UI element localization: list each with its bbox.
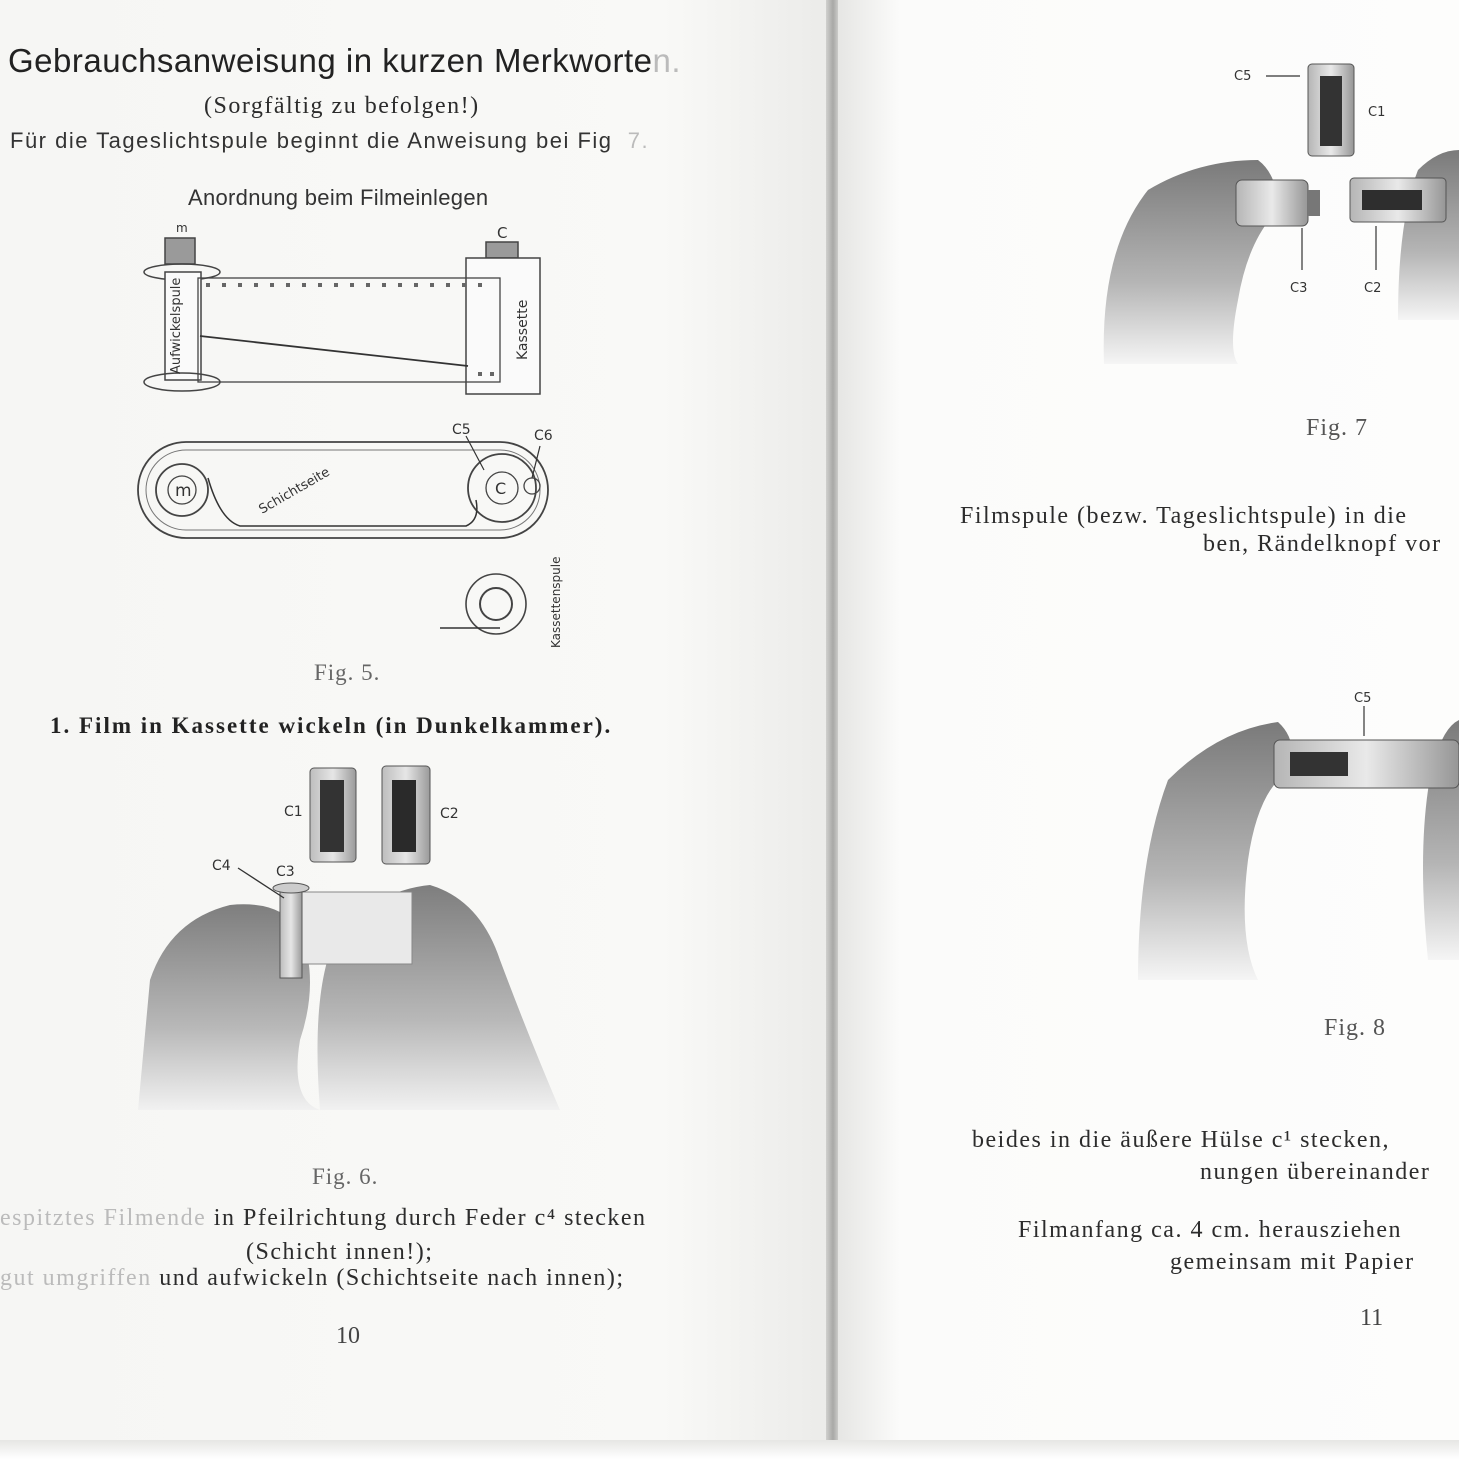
label-m-top: m <box>176 221 188 235</box>
instruction-line3-text: und aufwickeln (Schichtseite nach innen); <box>159 1265 625 1291</box>
page-title-main: Gebrauchsanweisung in kurzen Merkworte <box>8 42 653 79</box>
label-c-top: C <box>497 224 508 242</box>
fig6-caption: Fig. 6. <box>312 1164 379 1189</box>
cassette-window <box>1290 752 1348 776</box>
label-c2: C2 <box>440 806 459 822</box>
diagram-title: Anordnung beim Filmeinlegen <box>188 185 489 210</box>
film-start-line1: Filmanfang ca. 4 cm. herausziehen <box>1018 1217 1403 1243</box>
fig7-caption: Fig. 7 <box>1306 415 1369 441</box>
instruction-line3-faded: gut umgriffen <box>0 1265 152 1291</box>
label-c2: C2 <box>1364 281 1382 296</box>
page-number-left: 10 <box>336 1323 360 1349</box>
right-page <box>838 0 1459 1459</box>
shell-c2-slot <box>392 780 416 852</box>
fig5-caption: Fig. 5. <box>314 660 381 685</box>
spool-c3 <box>280 888 302 978</box>
daylight-note-ref: 7. <box>627 128 650 153</box>
step1-heading: 1. Film in Kassette wickeln (in Dunkelkammer). <box>50 713 613 738</box>
instruction-line1-faded: espitztes Filmende <box>0 1205 207 1231</box>
label-c3: C3 <box>1290 281 1308 296</box>
label-schichtseite: Schichtseite <box>256 464 333 518</box>
label-m-circle: m <box>175 481 192 501</box>
label-c3: C3 <box>276 864 295 880</box>
label-c1: C1 <box>1368 105 1386 120</box>
label-c5: C5 <box>1354 691 1372 706</box>
instruction-line1 <box>0 1206 647 1230</box>
instruction-line3 <box>0 1266 625 1290</box>
shell-c1-slot <box>320 780 344 852</box>
left-hand <box>1138 722 1292 980</box>
label-c5: C5 <box>1234 69 1252 84</box>
fig7-text-line1: Filmspule (bezw. Tageslichtspule) in die <box>960 503 1408 529</box>
daylight-note-text: Für die Tageslichtspule beginnt die Anweisung bei Fig <box>10 128 613 153</box>
film-start-line2: gemeinsam mit Papier <box>1170 1249 1415 1275</box>
label-c4: C4 <box>212 858 231 874</box>
fig8-text-line2: nungen übereinander <box>1200 1159 1431 1185</box>
subtitle: (Sorgfältig zu befolgen!) <box>204 93 480 119</box>
page-bottom-edge <box>0 1440 1459 1459</box>
fig6-photo <box>0 0 700 1150</box>
film-roll <box>300 892 412 964</box>
fig8-caption: Fig. 8 <box>1324 1015 1387 1041</box>
spool-c3-head <box>273 883 309 893</box>
label-c1: C1 <box>284 804 303 820</box>
label-aufwickelspule: Aufwickelspule <box>169 277 184 374</box>
label-c6: C6 <box>534 428 553 444</box>
label-kassette: Kassette <box>515 299 531 360</box>
label-c-circle: C <box>495 479 507 498</box>
page-number-right: 11 <box>1360 1305 1384 1331</box>
label-c5: C5 <box>452 422 471 438</box>
page-title-tail: n. <box>652 42 682 79</box>
label-kassettenspule: Kassettenspule <box>549 556 563 648</box>
instruction-line2: (Schicht innen!); <box>246 1239 434 1265</box>
fig8-text-line1: beides in die äußere Hülse c¹ stecken, <box>972 1127 1391 1153</box>
instruction-line1-text: in Pfeilrichtung durch Feder c⁴ stecken <box>213 1205 647 1231</box>
fig8-photo <box>838 0 1459 1000</box>
fig7-text-line2: ben, Rändelknopf vor <box>1203 531 1442 557</box>
